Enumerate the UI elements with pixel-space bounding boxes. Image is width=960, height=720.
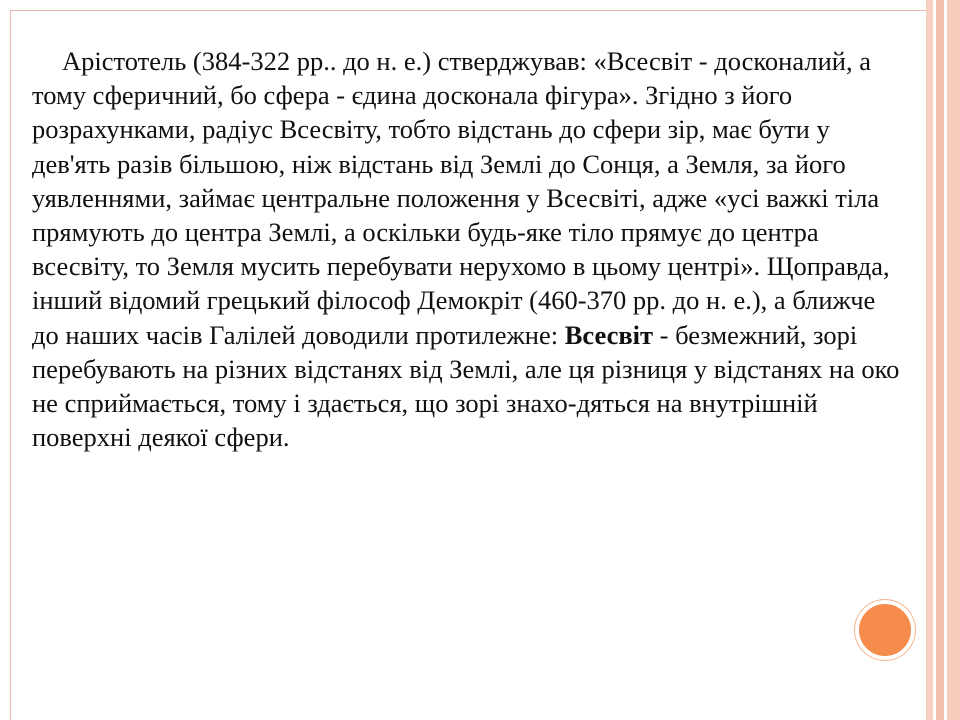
stripe-3 [947, 0, 960, 720]
decorative-circle-icon [855, 600, 915, 660]
decorative-side-stripes [926, 0, 960, 720]
bold-term: Всесвіт [564, 319, 654, 350]
paragraph-text-after: - безмежний, зорі перебувають на різних відстанях від Землі, але ця різниця у відстанях на око не сприймається, тому і здається, що зорі знахо-дяться на внутрішній поверхні деякої сфери. [32, 319, 900, 453]
stripe-2 [936, 0, 944, 720]
stripe-1 [926, 0, 933, 720]
paragraph-text-before: Арістотель (384-322 рр.. до н. е.) стверджував: «Всесвіт - досконалий, а тому сферичний, бо сфера - єдина досконала фігура». Згідно з його розрахунками, радіус Всесвіту, тобто відстань до сфери зір, має бути у дев'ять разів більшою, ніж відстань від Землі до Сонця, а Земля, за його уявленнями, займає центральне положення у Всесвіті, адже «усі важкі тіла прямують до центра Землі, а оскільки будь-яке тіло прямує до центра всесвіту, то Земля мусить перебувати нерухомо в цьому центрі». Щоправда, інший відомий грецький філософ Демокріт (460-370 рр. до н. е.), а ближче до наших часів Галілей доводили протилежне: [32, 46, 890, 350]
body-paragraph [32, 44, 902, 454]
